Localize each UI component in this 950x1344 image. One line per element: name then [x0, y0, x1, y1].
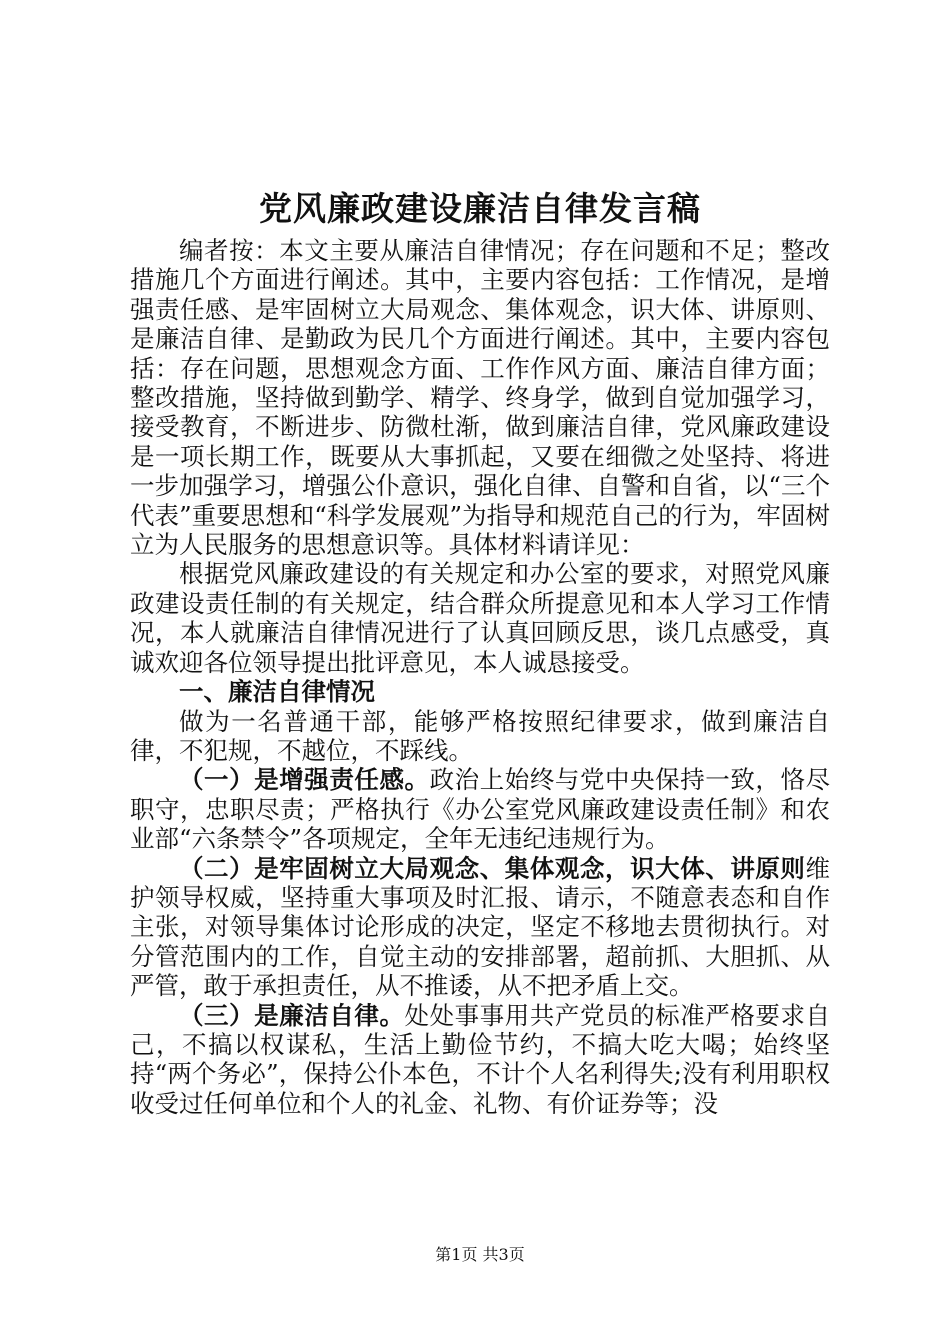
document-body [130, 236, 830, 1118]
body-paragraph [130, 1001, 830, 1119]
paragraph-lead: （一）是增强责任感。 [179, 765, 430, 795]
paragraph-lead: （三）是廉洁自律。 [179, 1000, 405, 1030]
editor-note-paragraph [130, 236, 830, 559]
paragraph-text: 做为一名普通干部，能够严格按照纪律要求，做到廉洁自律，不犯规，不越位，不踩线。 [130, 706, 830, 765]
body-paragraph [130, 765, 830, 853]
paragraph-text: 处处事事用共产党员的标准严格要求自己，不搞以权谋私，生活上勤俭节约，不搞大吃大喝；始终坚持“两个务必”，保持公仆本色，不计个人名利得失;没有利用职权收受过任何单位和个人的礼金、礼物、有价证券等；没 [130, 1000, 831, 1118]
paragraph-text: 政治上始终与党中央保持一致，恪尽职守，忠职尽责；严格执行《办公室党风廉政建设责任制》和农业部“六条禁令”各项规定，全年无违纪违规行为。 [130, 765, 831, 854]
intro-paragraph [130, 559, 830, 677]
body-paragraph [130, 707, 830, 766]
paragraph-text: 编者按：本文主要从廉洁自律情况；存在问题和不足；整改措施几个方面进行阐述。其中，主要内容包括：工作情况，是增强责任感、是牢固树立大局观念、集体观念，识大体、讲原则、是廉洁自律、是勤政为民几个方面进行阐述。其中，主要内容包括：存在问题，思想观念方面、工作作风方面、廉洁自律方面；整改措施，坚持做到勤学、精学、终身学，做到自觉加强学习，接受教育，不断进步、防微杜渐，做到廉洁自律，党风廉政建设是一项长期工作，既要从大事抓起，又要在细微之处坚持、将进一步加强学习，增强公仆意识，强化自律、自警和自省，以“三个代表”重要思想和“科学发展观”为指导和规范自己的行为，牢固树立为人民服务的思想意识等。具体材料请详见： [130, 236, 830, 560]
heading-text: 一、廉洁自律情况 [179, 677, 375, 707]
paragraph-text: 维护领导权威，坚持重大事项及时汇报、请示，不随意表态和自作主张，对领导集体讨论形成的决定，坚定不移地去贯彻执行。对分管范围内的工作，自觉主动的安排部署，超前抓、大胆抓、从严管，敢于承担责任，从不推诿，从不把矛盾上交。 [130, 853, 830, 1001]
document-title: 党风廉政建设廉洁自律发言稿 [259, 189, 701, 228]
body-paragraph [130, 854, 830, 1001]
paragraph-text: 根据党风廉政建设的有关规定和办公室的要求，对照党风廉政建设责任制的有关规定，结合群众所提意见和本人学习工作情况，本人就廉洁自律情况进行了认真回顾反思，谈几点感受，真诚欢迎各位领导提出批评意见，本人诚恳接受。 [130, 559, 830, 677]
paragraph-lead: （二）是牢固树立大局观念、集体观念，识大体、讲原则 [179, 853, 806, 883]
section-heading [130, 677, 830, 706]
document-page [130, 0, 830, 1344]
page-footer: 第1页 共3页 [435, 1245, 525, 1264]
